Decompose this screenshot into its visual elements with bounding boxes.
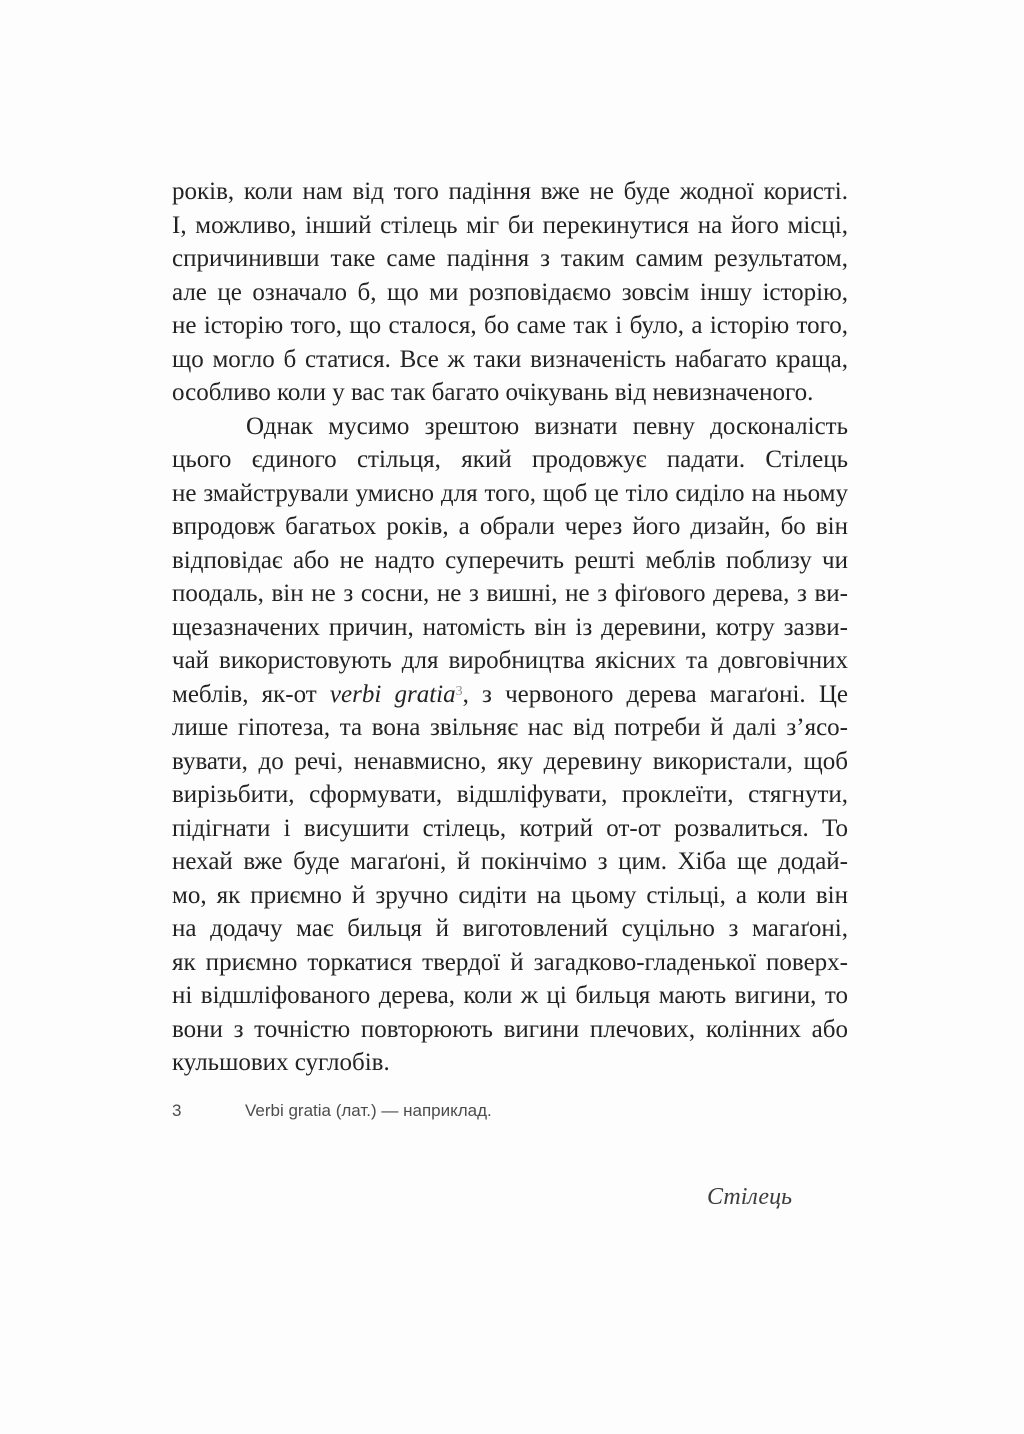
text-line: чай використовують для виробництва якісних та довговічних [172,647,848,674]
text-line: на додачу має бильця й виготовлений суцільно з магаґоні, [172,915,848,942]
text-line: впродовж багатьох років, а обрали через його дизайн, бо він [172,513,848,540]
text-line: ні відшліфованого дерева, коли ж ці бильця мають вигини, то [172,982,848,1009]
text-line: як приємно торкатися твердої й загадково-гладенької поверх- [172,948,848,976]
text-line: кульшових суглобів. [172,1049,390,1076]
text-line: І, можливо, інший стілець міг би перекинутися на його місці, [172,211,848,239]
text-line: вирізьбити, сформувати, відшліфувати, проклеїти, стягнути, [172,781,848,808]
text-line: меблів, як-от verbi gratia$^3$, з червоного дерева магаґоні. Це [172,680,848,708]
text-line: років, коли нам від того падіння вже не буде жодної користі. [172,178,848,205]
text-line: лише гіпотеза, та вона звільняє нас від потреби й далі з’ясо- [172,714,848,741]
text-line: щезазначених причин, натомість він із деревини, котру зазви- [172,613,848,641]
running-footer-chapter-title: Стілець [707,1184,792,1210]
text-line: цього єдиного стільця, який продовжує падати. Стілець [172,446,848,473]
text-line: не змайстрували умисно для того, щоб це тіло сиділо на ньому [172,479,848,507]
text-line: не історію того, що сталося, бо саме так і було, а історію того, [172,312,848,339]
text-line: особливо коли у вас так багато очікувань від невизначеного. [172,379,814,406]
footnote-text: Verbi gratia (лат.) — наприклад. [245,1101,492,1120]
text-line: вувати, до речі, ненавмисно, яку деревину використали, щоб [172,747,848,775]
text-line: що могло б статися. Все ж таки визначеність набагато краща, [172,345,848,373]
footnote-marker: 3 [172,1101,182,1120]
body-text [172,175,848,1080]
footnote [172,1101,848,1121]
text-line: підігнати і висушити стілець, котрий от-от розвалиться. То [172,814,848,842]
text-line: мо, як приємно й зручно сидіти на цьому стільці, а коли він [172,881,848,909]
text-line: відповідає або не надто суперечить решті меблів поблизу чи [172,546,848,574]
text-line: але це означало б, що ми розповідаємо зовсім іншу історію, [172,278,848,306]
text-line: нехай вже буде магаґоні, й покінчімо з цим. Хіба ще додай- [172,848,848,875]
text-line: спричинивши таке саме падіння з таким самим результатом, [172,245,848,272]
text-line: вони з точністю повторюють вигини плечових, колінних або [172,1015,848,1043]
text-line: поодаль, він не з сосни, не з вишні, не з фіґового дерева, з ви- [172,580,848,607]
text-line: Однак мусимо зрештою визнати певну досконалість [246,412,848,440]
